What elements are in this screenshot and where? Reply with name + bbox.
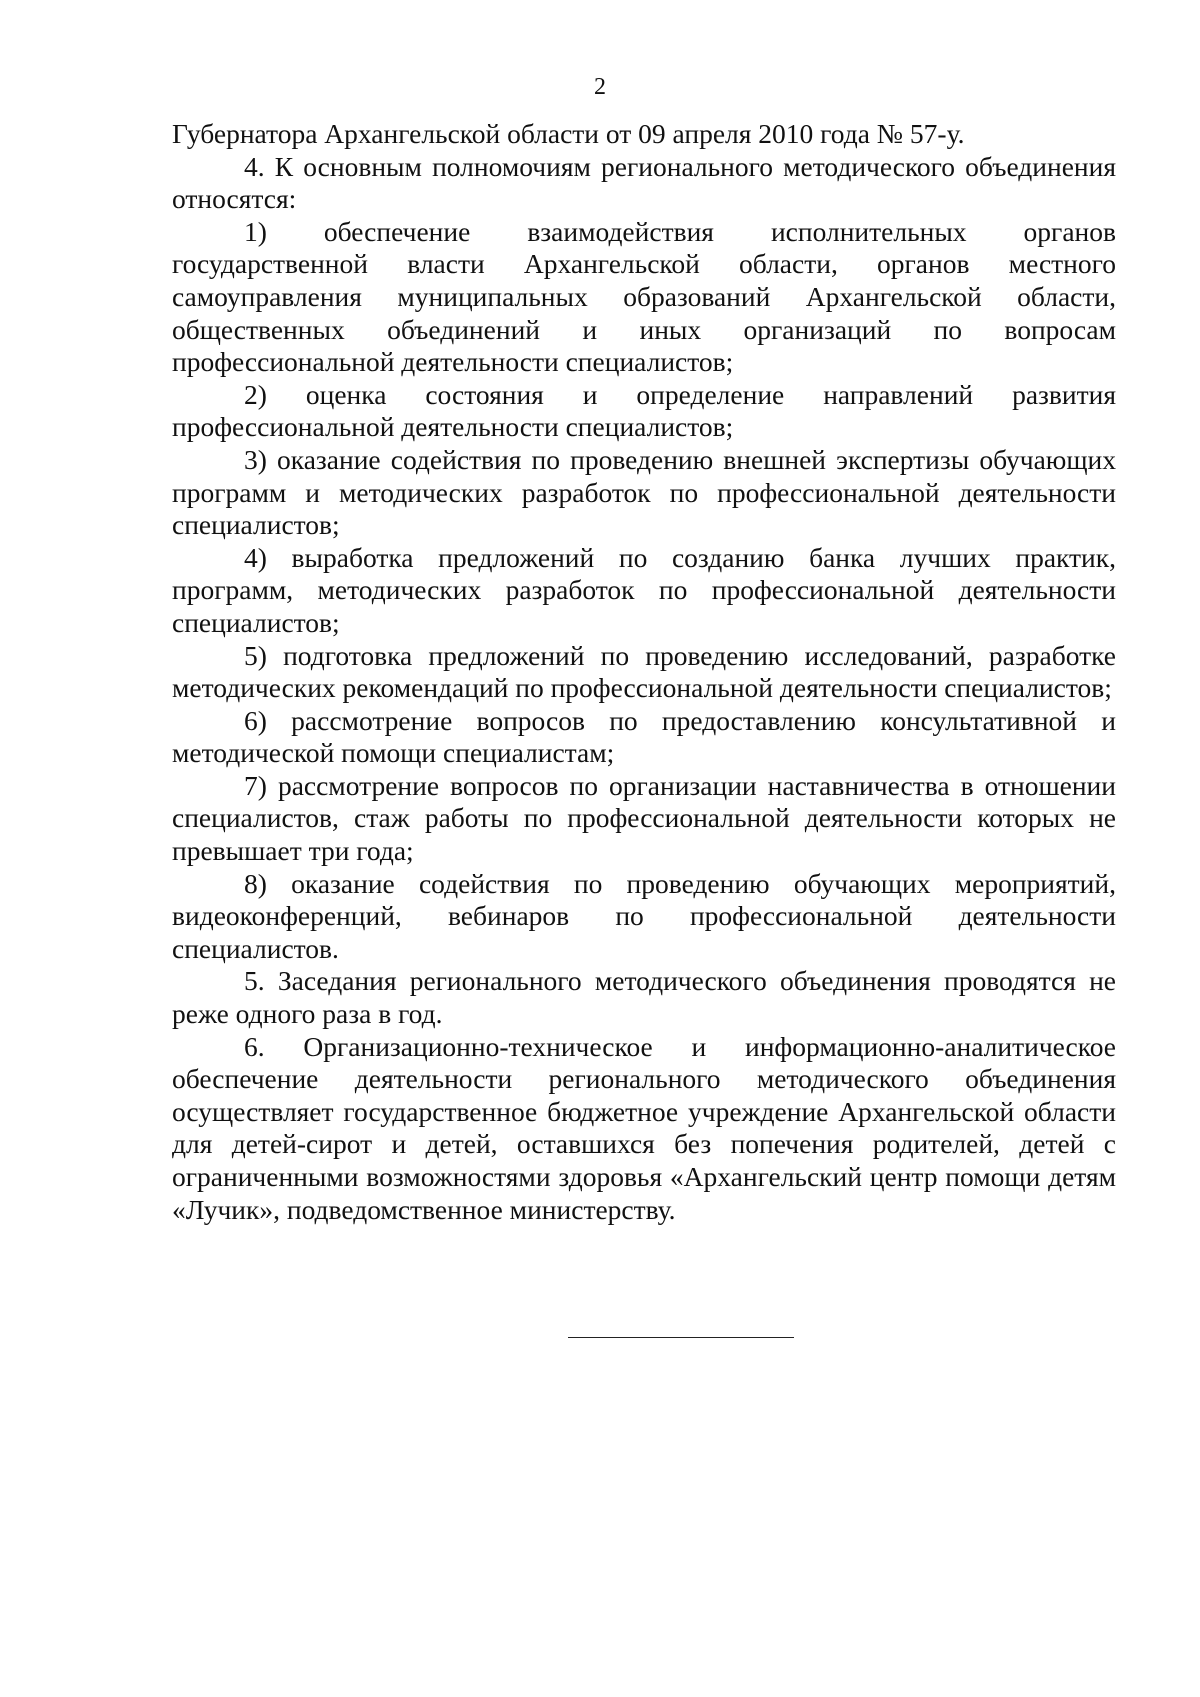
- paragraph-subitem-8: 8) оказание содействия по проведению обучающих мероприятий, видеоконференций, вебинаров по профессиональной деятельности специалистов.: [172, 867, 1116, 964]
- end-of-document-rule: [568, 1337, 794, 1338]
- document-body: [172, 118, 1116, 1226]
- paragraph-subitem-1: 1) обеспечение взаимодействия исполнительных органов государственной власти Архангельской области, органов местного самоуправления муниципальных образований Архангельской области, общественных объединений и иных организаций по вопросам профессиональной деятельности специалистов;: [172, 215, 1116, 378]
- paragraph-item-4: 4. К основным полномочиям регионального методического объединения относятся:: [172, 150, 1116, 215]
- paragraph-item-6: 6. Организационно-техническое и информационно-аналитическое обеспечение деятельности регионального методического объединения осуществляет государственное бюджетное учреждение Архангельской области для детей-сирот и детей, оставшихся без попечения родителей, детей с ограниченными возможностями здоровья «Архангельский центр помощи детям «Лучик», подведомственное министерству.: [172, 1030, 1116, 1225]
- page-number: 2: [594, 74, 606, 100]
- paragraph-subitem-2: 2) оценка состояния и определение направлений развития профессиональной деятельности специалистов;: [172, 378, 1116, 443]
- paragraph-subitem-6: 6) рассмотрение вопросов по предоставлению консультативной и методической помощи специалистам;: [172, 704, 1116, 769]
- paragraph-continuation: Губернатора Архангельской области от 09 апреля 2010 года № 57-у.: [172, 118, 965, 149]
- paragraph-subitem-4: 4) выработка предложений по созданию банка лучших практик, программ, методических разработок по профессиональной деятельности специалистов;: [172, 541, 1116, 638]
- paragraph-item-5: 5. Заседания регионального методического объединения проводятся не реже одного раза в год.: [172, 965, 1116, 1030]
- paragraph-subitem-7: 7) рассмотрение вопросов по организации наставничества в отношении специалистов, стаж работы по профессиональной деятельности которых не превышает три года;: [172, 769, 1116, 867]
- paragraph-subitem-3: 3) оказание содействия по проведению внешней экспертизы обучающих программ и методических разработок по профессиональной деятельности специалистов;: [172, 443, 1116, 541]
- paragraph-subitem-5: 5) подготовка предложений по проведению исследований, разработке методических рекомендаций по профессиональной деятельности специалистов;: [172, 639, 1116, 704]
